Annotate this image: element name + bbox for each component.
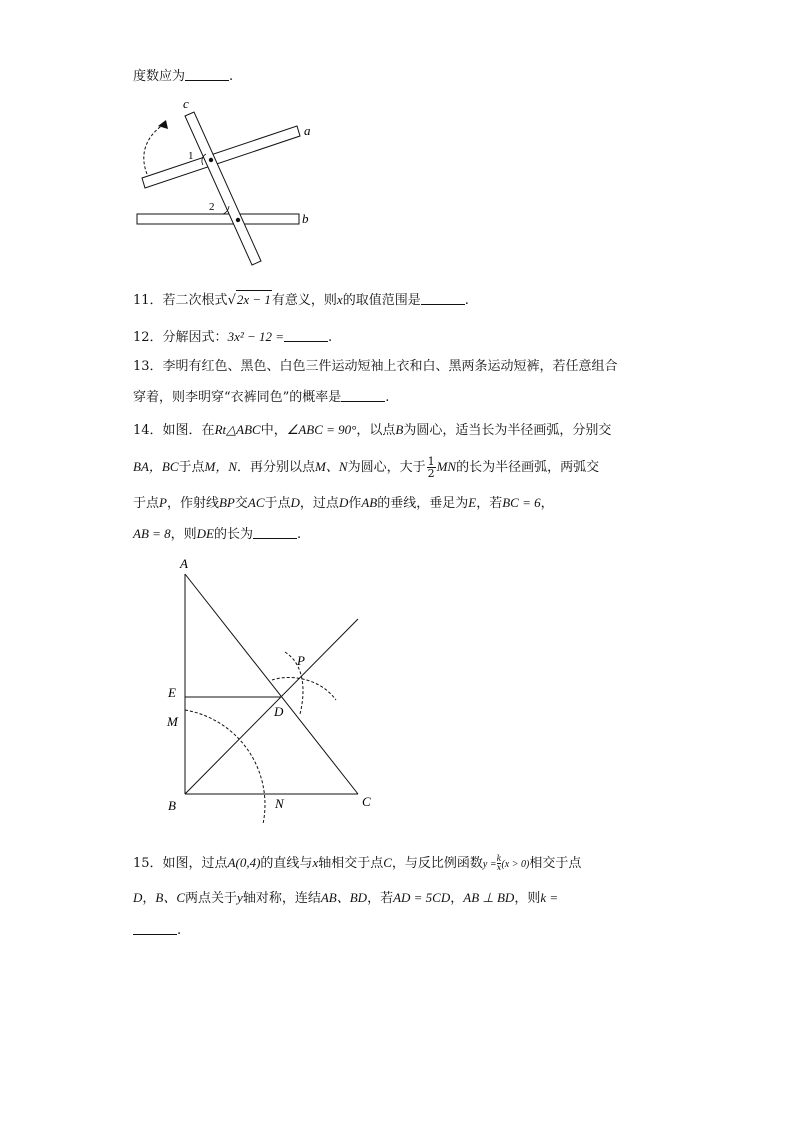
rivet-bottom	[236, 218, 240, 222]
label-b: b	[302, 211, 309, 226]
side-AC	[185, 574, 358, 794]
q14-l3-BC: BC = 6	[502, 495, 541, 510]
q14-l4-a: ，则	[170, 527, 197, 542]
q14-l3-e: ，过点	[299, 496, 339, 511]
label-A: A	[180, 556, 188, 571]
q15-l1-y: y =	[482, 859, 497, 870]
q10-tail-line	[133, 68, 233, 86]
q14-l2-b: 于点	[178, 460, 205, 475]
q14-l3-a: 于点	[133, 496, 160, 511]
q13-line-1	[133, 358, 618, 376]
q14-period: .	[297, 527, 302, 542]
label-E: E	[168, 685, 176, 700]
label-P: P	[297, 653, 305, 668]
label-N: N	[275, 796, 284, 811]
q14-frac-den: 2	[427, 467, 435, 480]
q15-l1-c: 轴相交于点	[318, 856, 384, 871]
q15-l2-D: D	[133, 890, 143, 905]
label-angle-1: 1	[188, 150, 194, 162]
q14-l1-rt: Rt	[214, 422, 227, 437]
q13-period: .	[385, 390, 390, 405]
q14-l1-c: ，以点	[356, 423, 396, 438]
label-B: B	[168, 798, 176, 813]
q15-l2-d: ，若	[367, 891, 394, 906]
q14-l3-i: ，	[540, 496, 554, 511]
q11-var: x	[336, 292, 343, 307]
q15-l2-c: 轴对称，连结	[242, 891, 321, 906]
q11-number: 11．	[133, 293, 163, 308]
q15-l2-cond: AD = 5CD	[393, 890, 451, 905]
q13-text-1: 李明有红色、黑色、白色三件运动短袖上衣和白、黑两条运动短裤，若任意组合	[162, 359, 618, 374]
q14-l2-a: BA，BC	[133, 459, 179, 474]
q11-mid: 有意义，则	[271, 293, 337, 308]
label-angle-2: 2	[209, 201, 215, 213]
q15-l2-k: k =	[540, 890, 559, 905]
q14-line-3	[133, 494, 554, 513]
q15-number: 15．	[133, 856, 163, 871]
q14-line-1	[133, 421, 611, 440]
q14-l1-d: 为圆心，适当长为半径画弧，分别交	[403, 423, 612, 438]
q12-expr: 3x² − 12 =	[227, 329, 285, 344]
q12-period: .	[328, 330, 333, 345]
q14-l2-mn: MN	[436, 459, 457, 474]
q14-l2-g: 的长为半径画弧，两弧交	[456, 460, 600, 475]
stick-c	[185, 112, 261, 265]
bar-b	[137, 214, 299, 224]
q15-frac-num: k	[496, 854, 502, 863]
q15-line-3	[133, 922, 181, 940]
q14-l2-c: M，N	[204, 459, 238, 474]
q15-l1-x: x	[312, 855, 319, 870]
q15-l1-A: A(0,4)	[227, 855, 261, 870]
q15-l1-d: ，与反比例函数	[391, 856, 483, 871]
q13-number: 13．	[133, 359, 163, 374]
q15-l1-e: 相交于点	[529, 856, 582, 871]
q15-frac-den: x	[496, 863, 502, 872]
q13-line-2	[133, 389, 389, 407]
q15-l2-y: y	[237, 890, 243, 905]
q11-radicand: 2x − 1	[236, 292, 271, 307]
q10-period: .	[229, 69, 234, 84]
q14-l2-e: M、N	[315, 459, 348, 474]
label-M: M	[167, 714, 178, 729]
q15-line-2	[133, 889, 558, 908]
q14-l3-D2: D	[338, 495, 349, 510]
rivet-top	[209, 158, 213, 162]
q12-line	[133, 328, 332, 347]
q14-l3-b: ，作射线	[166, 496, 219, 511]
q11-pre: 若二次根式	[162, 293, 228, 308]
q14-l3-P: P	[159, 495, 167, 510]
q15-l1-cond: (x > 0)	[501, 859, 530, 870]
q15-l2-e: ，	[450, 891, 464, 906]
q11-answer-blank[interactable]	[421, 292, 465, 305]
q14-l3-g: 的垂线，垂足为	[377, 496, 469, 511]
q14-l1-B: B	[395, 422, 404, 437]
q14-line-2	[133, 456, 599, 479]
q14-l2-d: ．再分别以点	[237, 460, 316, 475]
q13-answer-blank[interactable]	[341, 389, 385, 402]
q11-period: .	[464, 293, 469, 308]
q14-l3-d: 于点	[264, 496, 291, 511]
q11-post: 的取值范围是	[342, 293, 421, 308]
q14-l1-a: 如图．在	[162, 423, 215, 438]
q15-l1-b: 的直线与	[260, 856, 313, 871]
q14-l3-AB: AB	[361, 495, 378, 510]
rotation-arrow	[144, 124, 164, 174]
q12-answer-blank[interactable]	[284, 329, 328, 342]
q14-frac-num: 1	[427, 455, 435, 468]
label-D: D	[274, 704, 284, 719]
label-C: C	[362, 794, 371, 809]
q14-l3-f: 作	[348, 496, 362, 511]
q13-text-2: 穿着，则李明穿“衣裤同色”的概率是	[133, 390, 342, 405]
q14-l4-b: 的长为	[214, 527, 254, 542]
q15-l2-f: ，则	[514, 891, 541, 906]
q15-answer-blank[interactable]	[133, 922, 177, 935]
q14-l3-h: ，若	[476, 496, 503, 511]
q10-tail-text: 度数应为	[133, 69, 186, 84]
label-a: a	[304, 123, 311, 138]
q14-number: 14．	[133, 423, 163, 438]
q14-l2-f: 为圆心，大于	[347, 460, 426, 475]
q15-line-1	[133, 854, 581, 874]
q14-l3-E: E	[468, 495, 477, 510]
q12-pre: 分解因式：	[162, 330, 228, 345]
q15-period: .	[177, 923, 182, 938]
q11-line	[133, 290, 469, 310]
q12-number: 12．	[133, 330, 163, 345]
q15-l2-BC: B、C	[155, 890, 186, 905]
q15-l1-a: 如图，过点	[162, 856, 228, 871]
q14-l3-D: D	[290, 495, 300, 510]
ray-BP	[185, 619, 358, 794]
q10-answer-blank[interactable]	[185, 68, 229, 81]
q14-l1-b: 中，	[260, 423, 287, 438]
q14-line-4	[133, 525, 301, 544]
sqrt-symbol: √	[227, 293, 236, 308]
q14-l1-angle: ∠ABC = 90°	[286, 422, 357, 437]
q14-l4-AB: AB = 8	[133, 526, 171, 541]
q14-l3-c: 交	[234, 496, 248, 511]
q14-l3-AC: AC	[247, 495, 265, 510]
q14-l4-DE: DE	[196, 526, 215, 541]
q15-l2-a: ，	[142, 891, 156, 906]
fraction-half	[427, 456, 436, 479]
arc-MN	[185, 710, 265, 824]
q15-l2-perp: AB ⊥ BD	[463, 890, 515, 905]
label-c: c	[183, 96, 189, 111]
q15-l1-C: C	[383, 855, 392, 870]
q14-l1-tri: △ABC	[226, 422, 261, 437]
q15-l2-b: 两点关于	[185, 891, 238, 906]
q14-l3-BP: BP	[218, 495, 235, 510]
figure-triangle-construction	[160, 552, 390, 832]
figure-rotating-lines	[130, 96, 330, 272]
q14-answer-blank[interactable]	[253, 526, 297, 539]
q15-l2-ABBD: AB、BD	[320, 890, 368, 905]
